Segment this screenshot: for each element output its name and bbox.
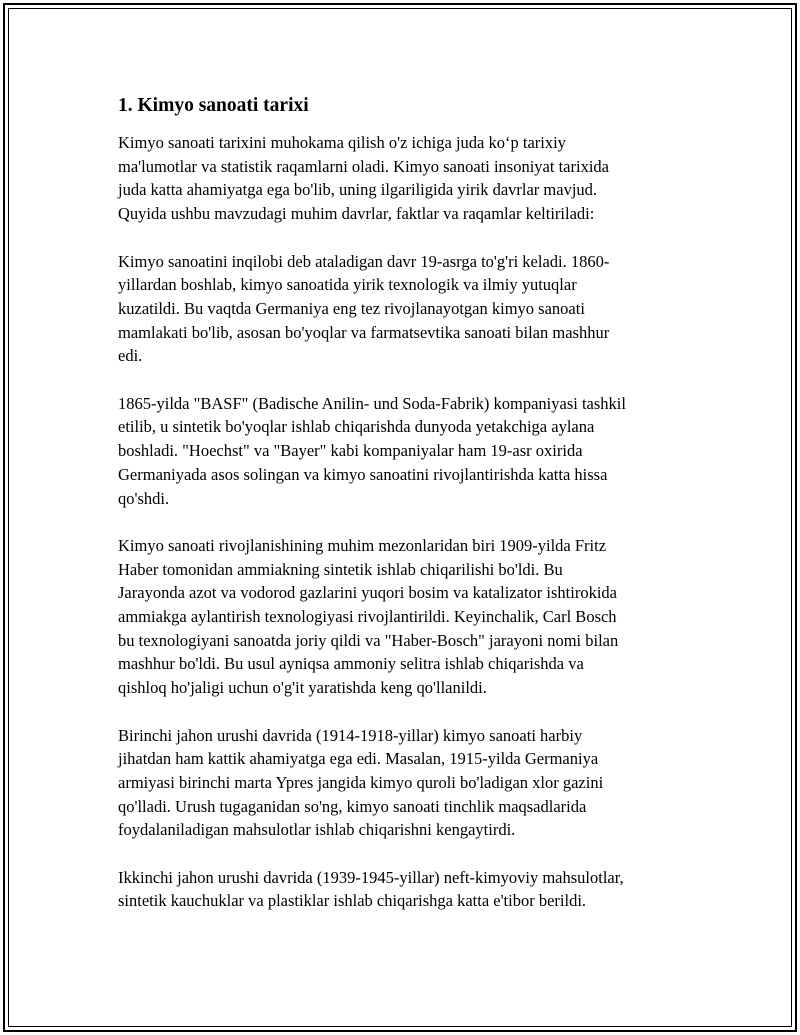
paragraph-line: qo'lladi. Urush tugaganidan so'ng, kimyo sanoati tinchlik maqsadlarida [118, 796, 587, 816]
paragraph-line: mashhur bo'ldi. Bu usul ayniqsa ammoniy selitra ishlab chiqarishda va [118, 654, 584, 674]
paragraph-line: edi. [118, 346, 143, 366]
paragraph-line: foydalaniladigan mahsulotlar ishlab chiqarishni kengaytirdi. [118, 820, 516, 840]
paragraph-line: qo'shdi. [118, 488, 170, 508]
paragraph-line: Germaniyada asos solingan va kimyo sanoatini rivojlantirishda katta hissa [118, 464, 608, 484]
paragraph-line: etilib, u sintetik bo'yoqlar ishlab chiqarishda dunyoda yetakchiga aylana [118, 417, 595, 437]
paragraph-line: Quyida ushbu mavzudagi muhim davrlar, faktlar va raqamlar keltiriladi: [118, 204, 595, 224]
paragraph-line: boshladi. "Hoechst" va "Bayer" kabi kompaniyalar ham 19-asr oxirida [118, 441, 583, 461]
paragraph-line: Jarayonda azot va vodorod gazlarini yuqori bosim va katalizator ishtirokida [118, 583, 617, 603]
paragraph-line: armiyasi birinchi marta Ypres jangida kimyo quroli bo'ladigan xlor gazini [118, 772, 604, 792]
paragraph-basf [118, 392, 690, 511]
paragraph-line: Kimyo sanoatini inqilobi deb ataladigan davr 19-asrga to'g'ri keladi. 1860- [118, 251, 610, 271]
document-body [118, 93, 690, 937]
paragraph-ww2 [118, 866, 690, 913]
paragraph-line: 1865-yilda "BASF" (Badische Anilin- und Soda-Fabrik) kompaniyasi tashkil [118, 393, 626, 413]
paragraph-haber-bosch [118, 534, 690, 700]
paragraph-line: Haber tomonidan ammiakning sintetik ishlab chiqarilishi bo'ldi. Bu [118, 559, 563, 579]
paragraph-ww1 [118, 724, 690, 843]
paragraph-line: ammiakga aylantirish texnologiyasi rivojlantirildi. Keyinchalik, Carl Bosch [118, 607, 617, 627]
paragraph-line: Kimyo sanoati rivojlanishining muhim mezonlaridan biri 1909-yilda Fritz [118, 535, 607, 555]
paragraph-line: kuzatildi. Bu vaqtda Germaniya eng tez rivojlanayotgan kimyo sanoati [118, 298, 585, 318]
paragraph-line: jihatdan ham kattik ahamiyatga ega edi. Masalan, 1915-yilda Germaniya [118, 749, 599, 769]
paragraph-line: ma'lumotlar va statistik raqamlarni oladi. Kimyo sanoati insoniyat tarixida [118, 156, 609, 176]
paragraph-line: bu texnologiyani sanoatda joriy qildi va "Haber-Bosch" jarayoni nomi bilan [118, 630, 619, 650]
paragraph-line: Ikkinchi jahon urushi davrida (1939-1945-yillar) neft-kimyoviy mahsulotlar, [118, 867, 624, 887]
paragraph-line: Birinchi jahon urushi davrida (1914-1918-yillar) kimyo sanoati harbiy [118, 725, 583, 745]
paragraph-line: Kimyo sanoati tarixini muhokama qilish o'z ichiga juda ko‘p tarixiy [118, 133, 566, 152]
paragraph-line: qishloq ho'jaligi uchun o'g'it yaratishda keng qo'llanildi. [118, 678, 487, 698]
paragraph-line: mamlakati bo'lib, asosan bo'yoqlar va farmatsevtika sanoati bilan mashhur [118, 322, 610, 342]
paragraph-line: yillardan boshlab, kimyo sanoatida yirik texnologik va ilmiy yutuqlar [118, 275, 577, 295]
section-heading: 1. Kimyo sanoati tarixi [118, 95, 309, 116]
paragraph-19th-century [118, 250, 690, 369]
paragraph-line: juda katta ahamiyatga ega bo'lib, uning ilgariligida yirik davrlar mavjud. [118, 180, 598, 200]
paragraph-line: sintetik kauchuklar va plastiklar ishlab chiqarishga katta e'tibor berildi. [118, 891, 587, 911]
paragraph-intro [118, 131, 690, 226]
